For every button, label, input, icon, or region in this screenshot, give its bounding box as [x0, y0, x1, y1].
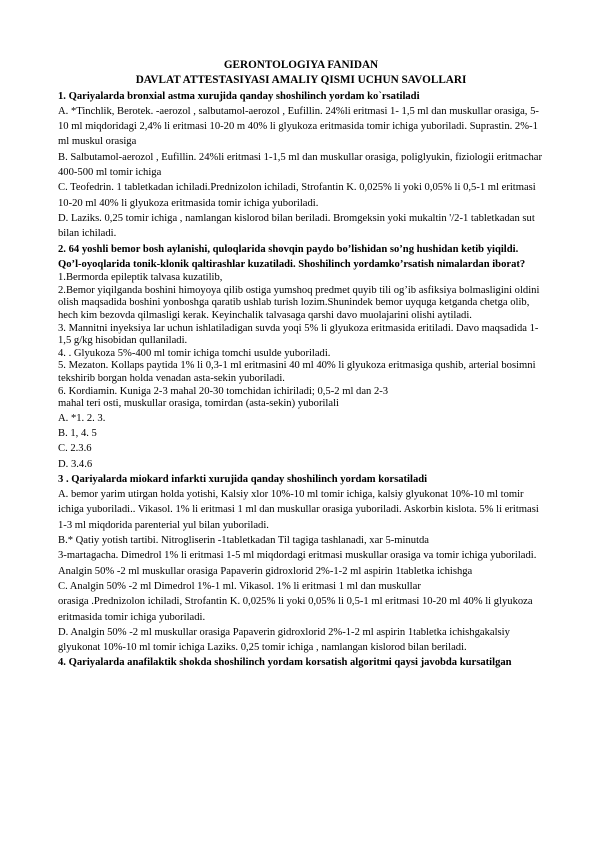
q2-statement-6a: 6. Kordiamin. Kuniga 2-3 mahal 20-30 tomchidan ichiriladi; 0,5-2 ml dan 2-3 — [58, 385, 389, 397]
q3-option-a: A. bemor yarim utirgan holda yotishi, Kalsiy xlor 10%-10 ml tomir ichiga, kalsiy glyukonat 10%-10 ml tomir ichiga yuboriladi.. Vikasol. 1% li eritmasi 1 ml dan muskullar orasiga yuboriladi. Askorbin kislota. 5% li eritmasi 1-3 ml miqdorida parenterial yul bilan yuboriladi. — [58, 489, 539, 531]
q1-option-c: C. Teofedrin. 1 tabletkadan ichiladi.Prednizolon ichiladi, Strofantin K. 0,025% li yoki 0,05% li 0,5-1 ml eritmasi 10-20 ml 40% li glyukoza eritmasida tomir ichiga yuboriladi. — [58, 182, 536, 209]
q3-option-b-line1: B.* Qatiy yotish tartibi. Nitrogliserin -1tabletkadan Til tagiga tashlanadi, xar 5-minutda — [58, 535, 430, 547]
q2-statement-6b: mahal teri osti, muskullar orasiga, tomirdan (asta-sekin) yuborilali — [58, 398, 339, 410]
document-title-line1: GERONTOLOGIYA FANIDAN — [223, 59, 379, 71]
q2-statement-2: 2.Bemor yiqilganda boshini himoyoya qilib ostiga yumshoq predmet quyib tili og’ib asfiksiya bolmasligini oldini olish maqsadida boshini yonboshga qaratib ushlab turish lozim.Shunindek bemor uyquga ketganda chetga olib, hech kim bezovda qilmasligi kerak. Keyinchalik talvasaga qarshi davo muolajarini olishi aytiladi. — [58, 284, 540, 321]
q3-option-c-line1: C. Analgin 50% -2 ml Dimedrol 1%-1 ml. Vikasol. 1% li eritmasi 1 ml dan muskullar — [58, 580, 421, 592]
q1-option-b: B. Salbutamol-aerozol , Eufillin. 24%li eritmasi 1-1,5 ml dan muskullar orasiga, poliglyukin, fiziologii eritmachar 400-500 ml tomir ichiga — [58, 151, 542, 179]
q2-option-d: D. 3.4.6 — [58, 458, 93, 470]
q3-option-b-line2: 3-martagacha. Dimedrol 1% li eritmasi 1-5 ml miqdordagi eritmasi muskullar orasiga va tomir ichiga yuboriladi. Analgin 50% -2 ml muskullar orasiga Papaverin gidroxlorid 2%-1-2 ml aspirin 1tabletka ichishga — [58, 550, 537, 577]
q2-option-c: C. 2.3.6 — [58, 443, 92, 455]
q2-option-b: B. 1, 4. 5 — [58, 427, 97, 439]
question-4: 4. Qariyalarda anafilaktik shokda shoshilinch yordam korsatish algoritmi qaysi javobda kursatilgan — [58, 657, 512, 669]
q1-option-a: A. *Tinchlik, Berotek. -aerozol , salbutamol-aerozol , Eufillin. 24%li eritmasi 1- 1,5 ml dan muskullar orasiga, 5-10 ml miqdoridagi 2,4% li eritmasi 10-20 m 40% li glyukoza eritmasida tomir ichiga yuboriladi. Suprastin. 2%-1 ml muskul orasiga — [58, 105, 539, 148]
question-2: 2. 64 yoshli bemor bosh aylanishi, quloqlarida shovqin paydo bo’lishidan so’ng hushidan ketib yiqildi. Qo’l-oyoqlarida tonik-klonik qaltirashlar kuzatiladi. Shoshilinch yordamko’rsatish nimalardan iborat? — [58, 243, 526, 270]
q2-statement-5: 5. Mezaton. Kollaps paytida 1% li 0,3-1 ml eritmasini 40 ml 40% li glyukoza eritmasiga qushib, arterial bosimni tekshirib borgan holda venadan asta-sekin yuboriladi. — [58, 360, 536, 384]
document-page — [58, 58, 544, 671]
q3-option-d: D. Analgin 50% -2 ml muskullar orasiga Papaverin gidroxlorid 2%-1-2 ml aspirin 1tabletka ichishgakalsiy glyukonat 10%-10 ml tomir ichiga Laziks. 0,25 tomir ichiga , namlangan kislorod bilan beriladi. — [58, 626, 510, 654]
question-3: 3 . Qariyalarda miokard infarkti xurujida qanday shoshilinch yordam korsatiladi — [58, 473, 428, 485]
q1-option-d: D. Laziks. 0,25 tomir ichiga , namlangan kislorod bilan beriladi. Bromgeksin yoki mukaltin '/2-1 tabletkadan sut bilan ichiladi. — [58, 212, 535, 240]
document-title-line2: DAVLAT ATTESTASIYASI AMALIY QISMI UCHUN SAVOLLARI — [135, 74, 467, 87]
question-1: 1. Qariyalarda bronxial astma xurujida qanday shoshilinch yordam ko`rsatiladi — [58, 90, 420, 102]
q2-statement-1: 1.Bermorda epileptik talvasa kuzatilib, — [58, 272, 223, 284]
q3-option-c-line2: orasiga .Prednizolon ichiladi, Strofantin K. 0,025% li yoki 0,05% li 0,5-1 ml eritmasi 10-20 ml 40% li glyukoza eritmasida tomir ichiga yuboriladi. — [58, 596, 533, 623]
q2-statement-3: 3. Mannitni inyeksiya lar uchun ishlatiladigan suvda yoqi 5% li glyukoza eritmasida eritiladi. Davo maqsadida 1-1,5 g/kg hisobidan qullaniladi. — [58, 322, 539, 347]
q2-option-a: A. *1. 2. 3. — [58, 412, 106, 424]
q2-statement-4: 4. . Glyukoza 5%-400 ml tomir ichiga tomchi usulde yuboriladi. — [58, 347, 331, 359]
